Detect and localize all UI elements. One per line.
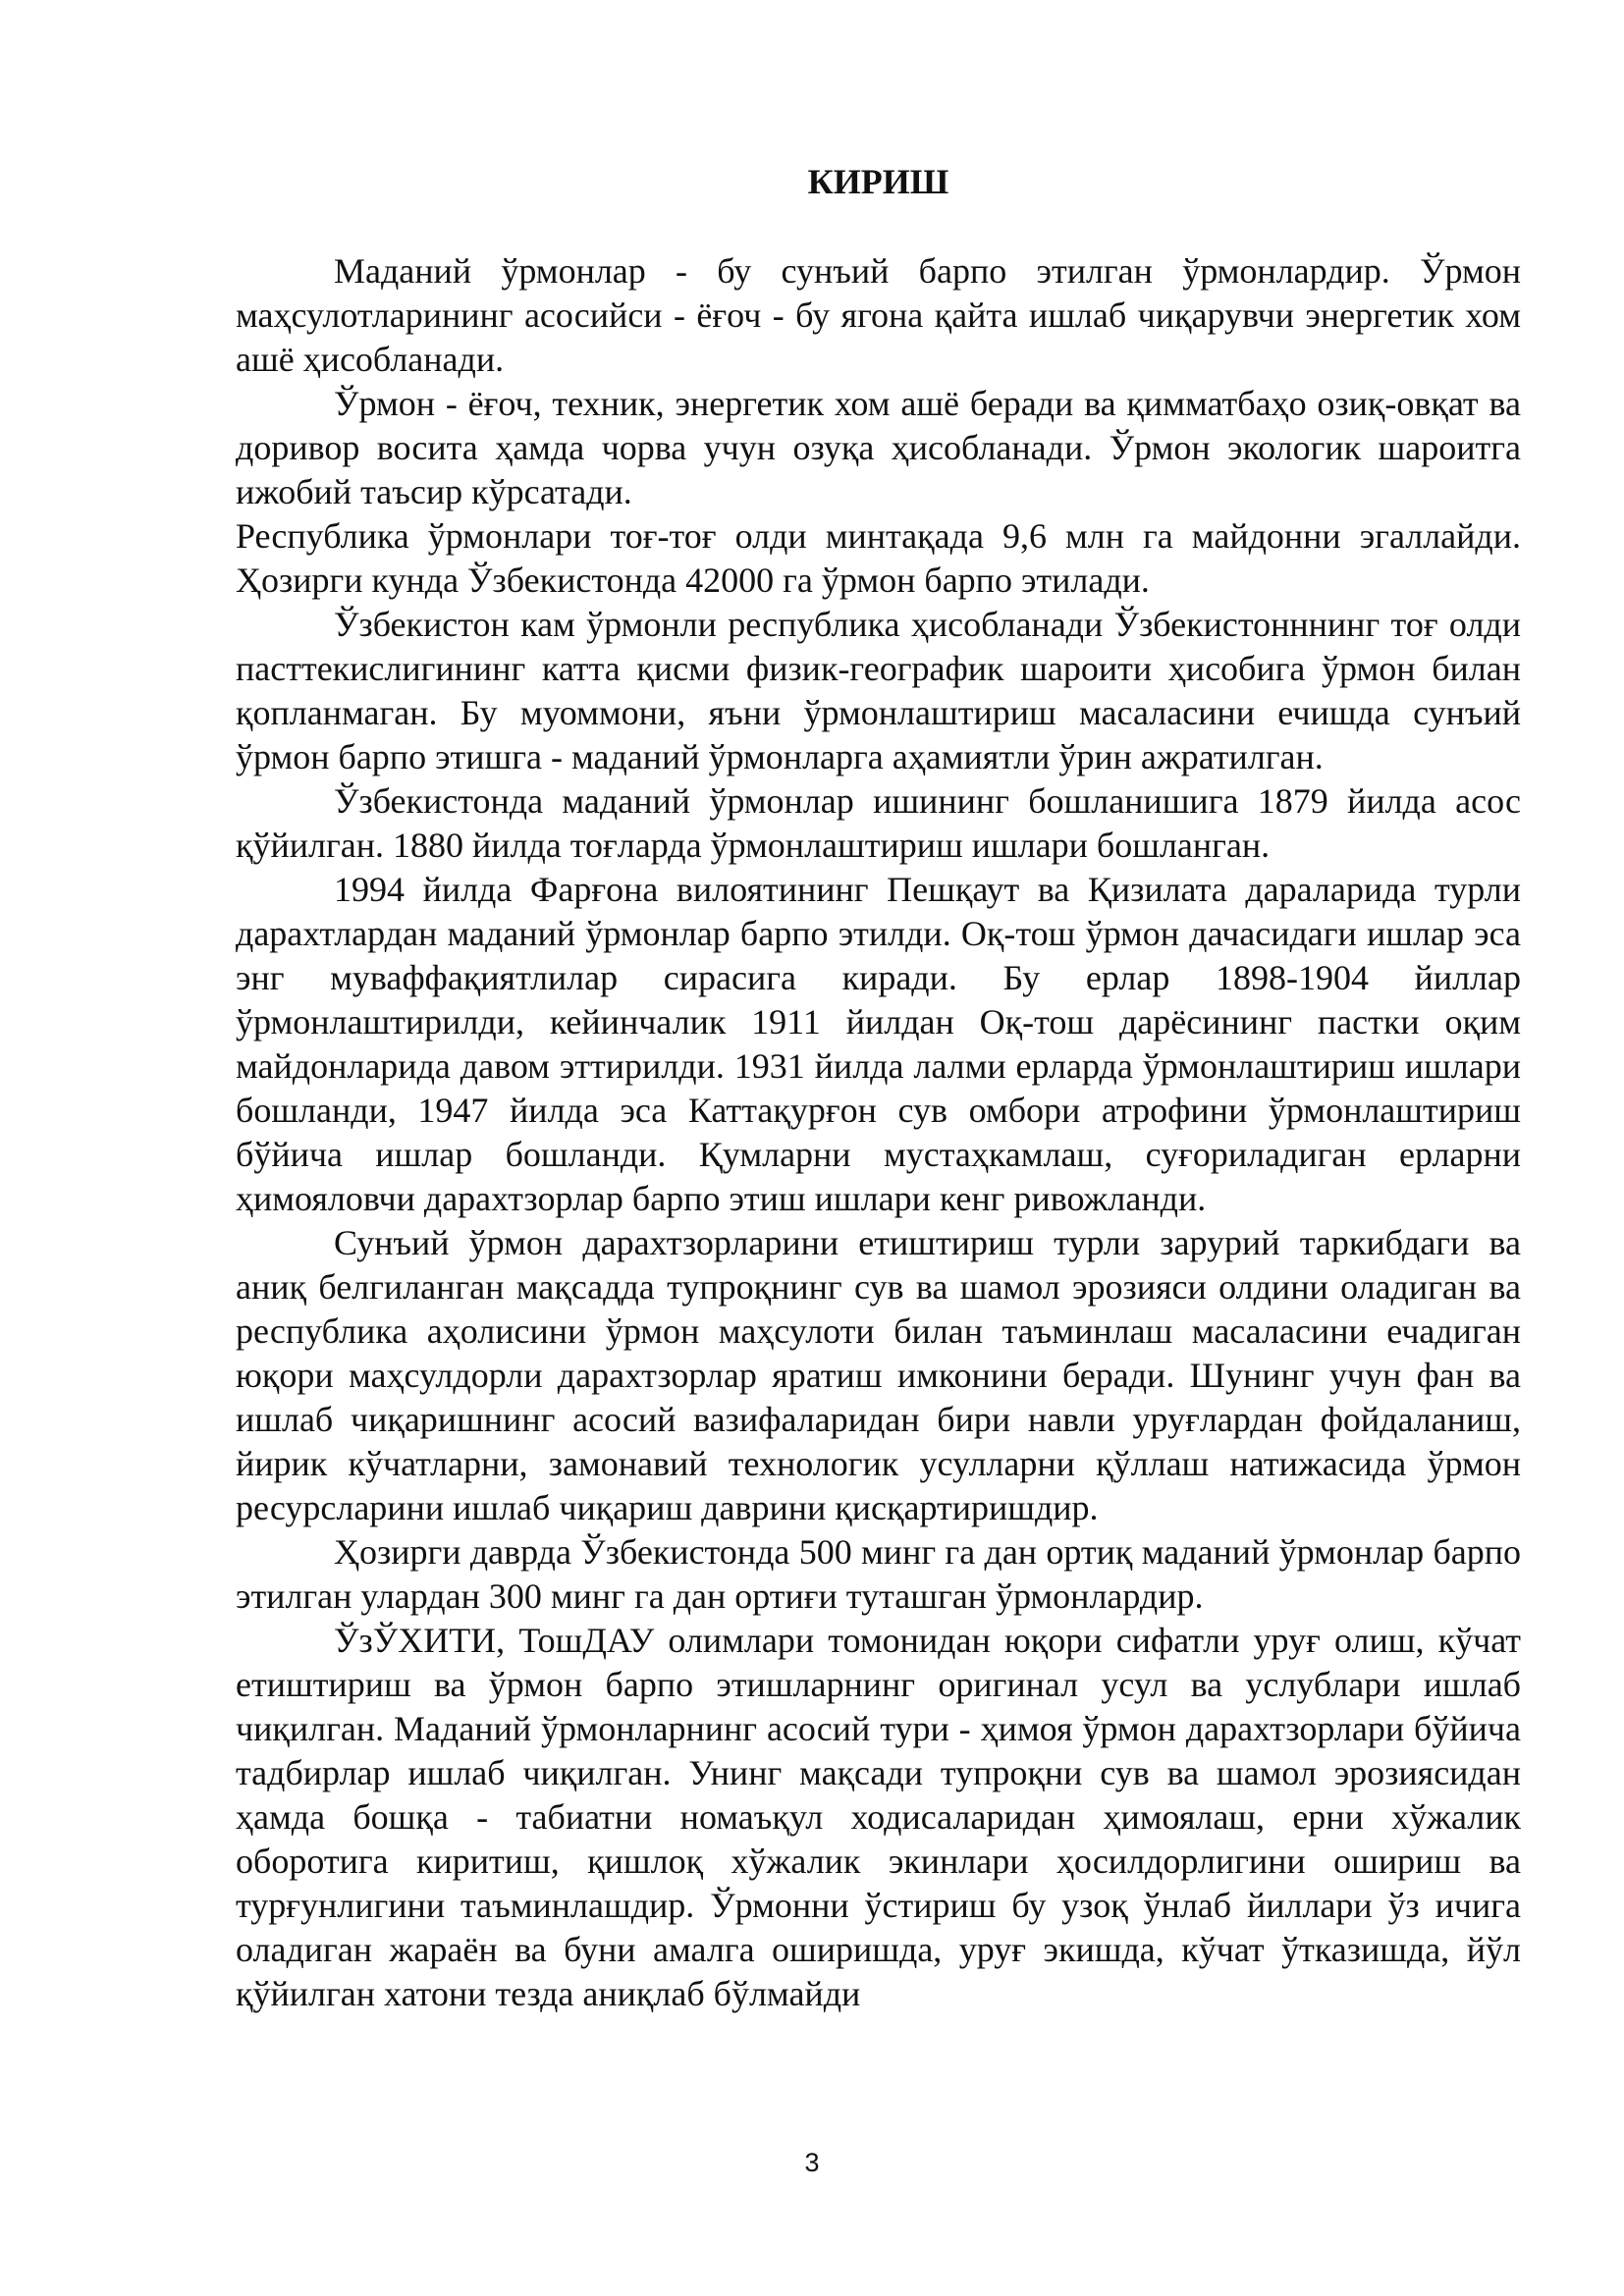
page-number: 3	[804, 2148, 820, 2177]
document-body	[236, 160, 1521, 2016]
paragraph-6: 1994 йилда Фарғона вилоятининг Пешқаут ва Қизилата дараларида турли дарахтлардан маданий ўрмонлар барпо этилди. Оқ-тош ўрмон дачасидаги ишлар эса энг муваффақиятлилар сирасига киради. Бу ерлар 1898-1904 йиллар ўрмонлаштирилди, кейинчалик 1911 йилдан Оқ-тош дарёсининг пастки оқим майдонларида давом эттирилди. 1931 йилда лалми ерларда ўрмонлаштириш ишлари бошланди, 1947 йилда эса Каттақурғон сув омбори атрофини ўрмонлаштириш бўйича ишлар бошланди. Қумларни мустаҳкамлаш, суғориладиган ерларни ҳимояловчи дарахтзорлар барпо этиш ишлари кенг ривожланди.	[236, 870, 1521, 1218]
paragraph-8: Ҳозирги даврда Ўзбекистонда 500 минг га дан ортиқ маданий ўрмонлар барпо этилган улардан 300 минг га дан ортиғи туташган ўрмонлардир.	[236, 1532, 1521, 1616]
paragraph-5: Ўзбекистонда маданий ўрмонлар ишининг бошланишига 1879 йилда асос қўйилган. 1880 йилда тоғларда ўрмонлаштириш ишлари бошланган.	[236, 781, 1521, 865]
paragraph-9: ЎзЎХИТИ, ТошДАУ олимлари томонидан юқори сифатли уруғ олиш, кўчат етиштириш ва ўрмон барпо этишларнинг оригинал усул ва услублари ишлаб чиқилган. Маданий ўрмонларнинг асосий тури - ҳимоя ўрмон дарахтзорлари бўйича тадбирлар ишлаб чиқилган. Унинг мақсади тупроқни сув ва шамол эрозиясидан ҳамда бошқа - табиатни номаъқул ходисаларидан ҳимоялаш, ерни хўжалик оборотига киритиш, қишлоқ хўжалик экинлари ҳосилдорлигини ошириш ва турғунлигини таъминлашдир. Ўрмонни ўстириш бу узоқ ўнлаб йиллари ўз ичига оладиган жараён ва буни амалга оширишда, уруғ экишда, кўчат ўтказишда, йўл қўйилган хатони тезда аниқлаб бўлмайди	[236, 1621, 1521, 2013]
paragraph-3: Республика ўрмонлари тоғ-тоғ олди минтақада 9,6 млн га майдонни эгаллайди. Ҳозирги кунда Ўзбекистонда 42000 га ўрмон барпо этилади.	[236, 516, 1521, 600]
paragraph-2: Ўрмон - ёғоч, техник, энергетик хом ашё беради ва қимматбаҳо озиқ-овқат ва доривор восита ҳамда чорва учун озуқа ҳисобланади. Ўрмон экологик шароитга ижобий таъсир кўрсатади.	[236, 384, 1521, 511]
page-title: КИРИШ	[807, 162, 949, 201]
paragraph-1: Маданий ўрмонлар - бу сунъий барпо этилган ўрмонлардир. Ўрмон маҳсулотларининг асосийси - ёғоч - бу ягона қайта ишлаб чиқарувчи энергетик хом ашё ҳисобланади.	[236, 251, 1521, 379]
paragraph-4: Ўзбекистон кам ўрмонли республика ҳисобланади Ўзбекистонннинг тоғ олди пасттекислигининг катта қисми физик-географик шароити ҳисобига ўрмон билан қопланмаган. Бу муоммони, яъни ўрмонлаштириш масаласини ечишда сунъий ўрмон барпо этишга - маданий ўрмонларга аҳамиятли ўрин ажратилган.	[236, 605, 1521, 776]
paragraph-7: Сунъий ўрмон дарахтзорларини етиштириш турли зарурий таркибдаги ва аниқ белгиланган мақсадда тупроқнинг сув ва шамол эрозияси олдини оладиган ва республика аҳолисини ўрмон маҳсулоти билан таъминлаш масаласини ечадиган юқори маҳсулдорли дарахтзорлар яратиш имконини беради. Шунинг учун фан ва ишлаб чиқаришнинг асосий вазифаларидан бири навли уруғлардан фойдаланиш, йирик кўчатларни, замонавий технологик усулларни қўллаш натижасида ўрмон ресурсларини ишлаб чиқариш даврини қисқартиришдир.	[236, 1223, 1521, 1527]
